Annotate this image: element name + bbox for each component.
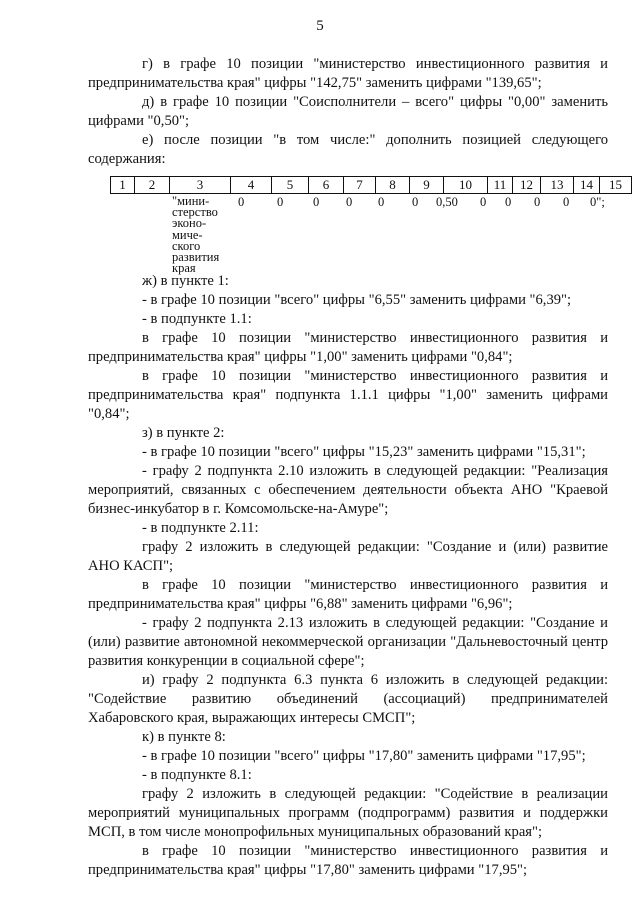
paragraph: в графе 10 позиции "министерство инвестиционного развития и предпринимательства края" подпункта 1.1.1 цифры "1,00" заменить цифрами "0,84"; <box>88 368 608 422</box>
table-header-cell: 5 <box>272 177 309 194</box>
paragraph-d: д) в графе 10 позиции "Соисполнители – всего" цифры "0,00" заменить цифрами "0,50"; <box>88 94 608 129</box>
table-header-cell: 9 <box>410 177 444 194</box>
table-header-cell: 3 <box>170 177 231 194</box>
table-data-row <box>110 194 631 276</box>
table-header-cell: 4 <box>231 177 272 194</box>
paragraph: в графе 10 позиции "министерство инвестиционного развития и предпринимательства края" цифры "17,80" заменить цифрами "17,95"; <box>88 843 608 878</box>
paragraph: - в графе 10 позиции "всего" цифры "15,23" заменить цифрами "15,31"; <box>142 444 586 460</box>
paragraph: графу 2 изложить в следующей редакции: "Содействие в реализации мероприятий муниципальных программ (подпрограмм) развития и поддержки МСП, в том числе монопрофильных муниципальных образований края"; <box>88 786 608 840</box>
paragraph: - в подпункте 1.1: <box>142 311 252 327</box>
paragraph-i: и) графу 2 подпункта 6.3 пункта 6 изложить в следующей редакции: "Содействие развитию объединений (ассоциаций) предпринимателей Хабаровского края, выражающих интересы СМСП"; <box>88 672 608 726</box>
table-value-cell: 0 <box>277 195 284 209</box>
paragraph: в графе 10 позиции "министерство инвестиционного развития и предпринимательства края" цифры "6,88" заменить цифрами "6,96"; <box>88 577 608 612</box>
table-value-cell: 0 <box>563 195 570 209</box>
row-label-ministry: "мини- стерство эконо- миче- ского развития края <box>172 194 220 276</box>
table-value-cell: 0 <box>505 195 512 209</box>
paragraph: графу 2 изложить в следующей редакции: "Создание и (или) развитие АНО КАСП"; <box>88 539 608 574</box>
table-value-cell: 0 <box>412 195 419 209</box>
paragraph: - в подпункте 2.11: <box>142 520 259 536</box>
table-header-cell: 13 <box>541 177 574 194</box>
table-value-cell: 0"; <box>590 195 605 209</box>
table-header-cell: 7 <box>344 177 376 194</box>
table-header-cell: 14 <box>574 177 600 194</box>
table-value-cell: 0 <box>378 195 385 209</box>
paragraph-e: е) после позиции "в том числе:" дополнить позицией следующего содержания: <box>88 132 608 167</box>
table-header-cell: 15 <box>600 177 632 194</box>
paragraph: в графе 10 позиции "министерство инвестиционного развития и предпринимательства края" цифры "1,00" заменить цифрами "0,84"; <box>88 330 608 365</box>
table-header-row <box>111 177 632 194</box>
paragraph-zh: ж) в пункте 1: <box>142 273 229 289</box>
table-value-cell: 0 <box>346 195 353 209</box>
table-value-cell: 0 <box>238 195 245 209</box>
paragraph-z: з) в пункте 2: <box>142 425 225 441</box>
table-value-cell: 0 <box>480 195 487 209</box>
paragraph: - графу 2 подпункта 2.10 изложить в следующей редакции: "Реализация мероприятий, связанных с обеспечением деятельности объекта АНО "Краевой бизнес-инкубатор в г. Комсомольске-на-Амуре"; <box>88 463 608 517</box>
paragraph: - в графе 10 позиции "всего" цифры "17,80" заменить цифрами "17,95"; <box>142 748 586 764</box>
table-value-cell: 0,50 <box>436 195 458 209</box>
page-number: 5 <box>316 18 324 34</box>
paragraph-k: к) в пункте 8: <box>142 729 226 745</box>
paragraph: - в графе 10 позиции "всего" цифры "6,55" заменить цифрами "6,39"; <box>142 292 572 308</box>
table-value-cell: 0 <box>534 195 541 209</box>
table-header-cell: 2 <box>135 177 170 194</box>
table-header-cell: 12 <box>513 177 541 194</box>
table-header-cell: 10 <box>444 177 488 194</box>
paragraph: - в подпункте 8.1: <box>142 767 252 783</box>
table-value-cell: 0 <box>313 195 320 209</box>
paragraph: - графу 2 подпункта 2.13 изложить в следующей редакции: "Создание и (или) развитие автономной некоммерческой организации "Дальневосточный центр развития конкуренции в социальной сфере"; <box>88 615 608 669</box>
table-header-cell: 11 <box>488 177 513 194</box>
paragraph-g: г) в графе 10 позиции "министерство инвестиционного развития и предпринимательства края" цифры "142,75" заменить цифрами "139,65"; <box>88 56 608 91</box>
table-header-cell: 8 <box>376 177 410 194</box>
table-header-cell: 6 <box>309 177 344 194</box>
amendment-table-header <box>110 176 632 194</box>
table-header-cell: 1 <box>111 177 135 194</box>
document-body <box>88 55 622 880</box>
